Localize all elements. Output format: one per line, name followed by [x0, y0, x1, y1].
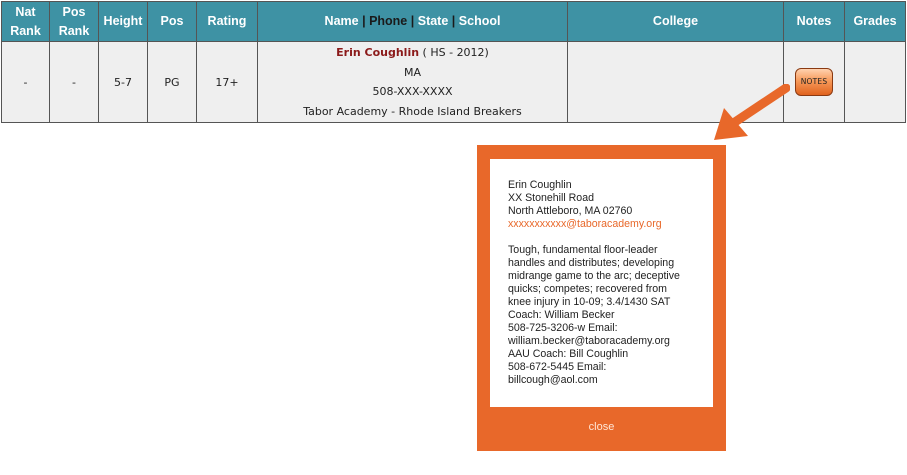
player-phone: 508-XXX-XXXX: [372, 85, 453, 98]
col-pos-rank[interactable]: Pos Rank: [50, 2, 99, 42]
col-state-label: State: [417, 14, 449, 28]
col-phone-label: Phone: [369, 14, 408, 28]
address-line: Erin Coughlin: [508, 179, 572, 191]
col-school-label: School: [458, 14, 501, 28]
col-notes: Notes: [784, 2, 845, 42]
player-state: MA: [403, 65, 421, 79]
cell-player-info: [258, 42, 568, 123]
arrow-down-left-icon: [712, 84, 790, 142]
cell-height: 5-7: [99, 42, 148, 123]
notes-line: Coach: William Becker: [508, 309, 615, 321]
notes-button[interactable]: NOTES: [795, 68, 833, 96]
col-college[interactable]: College: [568, 2, 784, 42]
notes-popup: [477, 145, 726, 451]
cell-nat-rank: -: [2, 42, 50, 123]
spacer: [508, 231, 708, 244]
cell-notes: [784, 42, 845, 123]
player-class-year: ( HS - 2012): [419, 46, 489, 59]
notes-popup-content: [490, 159, 713, 407]
header-row: [2, 2, 906, 42]
notes-line: Tough, fundamental floor-leader: [508, 244, 658, 256]
notes-line: 508-725-3206-w Email:: [508, 322, 618, 334]
cell-pos: PG: [148, 42, 197, 123]
col-pos[interactable]: Pos: [148, 2, 197, 42]
close-link[interactable]: close: [588, 421, 615, 433]
col-name-label: Name: [324, 14, 359, 28]
address-line: XX Stonehill Road: [508, 192, 594, 204]
email-link[interactable]: xxxxxxxxxxx@taboracademy.org: [508, 218, 662, 230]
notes-line: handles and distributes; developing: [508, 257, 675, 269]
notes-line: midrange game to the arc; deceptive: [508, 270, 680, 282]
notes-line: william.becker@taboracademy.org: [508, 335, 670, 347]
cell-grades: [845, 42, 906, 123]
cell-pos-rank: -: [50, 42, 99, 123]
notes-text: [508, 179, 708, 387]
address-line: North Attleboro, MA 02760: [508, 205, 633, 217]
notes-line: 508-672-5445 Email:: [508, 361, 607, 373]
notes-line: AAU Coach: Bill Coughlin: [508, 348, 629, 360]
notes-line: knee injury in 10-09; 3.4/1430 SAT: [508, 296, 671, 308]
col-height[interactable]: Height: [99, 2, 148, 42]
col-grades: Grades: [845, 2, 906, 42]
notes-line: quicks; competes; recovered from: [508, 283, 667, 295]
player-name-link[interactable]: Erin Coughlin: [336, 46, 420, 59]
col-name-phone-state-school[interactable]: Name | Phone | State | School: [258, 2, 568, 42]
player-school: Tabor Academy - Rhode Island Breakers: [303, 104, 522, 118]
notes-line: billcough@aol.com: [508, 374, 598, 386]
col-nat-rank[interactable]: Nat Rank: [2, 2, 50, 42]
cell-rating: 17+: [197, 42, 258, 123]
col-rating[interactable]: Rating: [197, 2, 258, 42]
